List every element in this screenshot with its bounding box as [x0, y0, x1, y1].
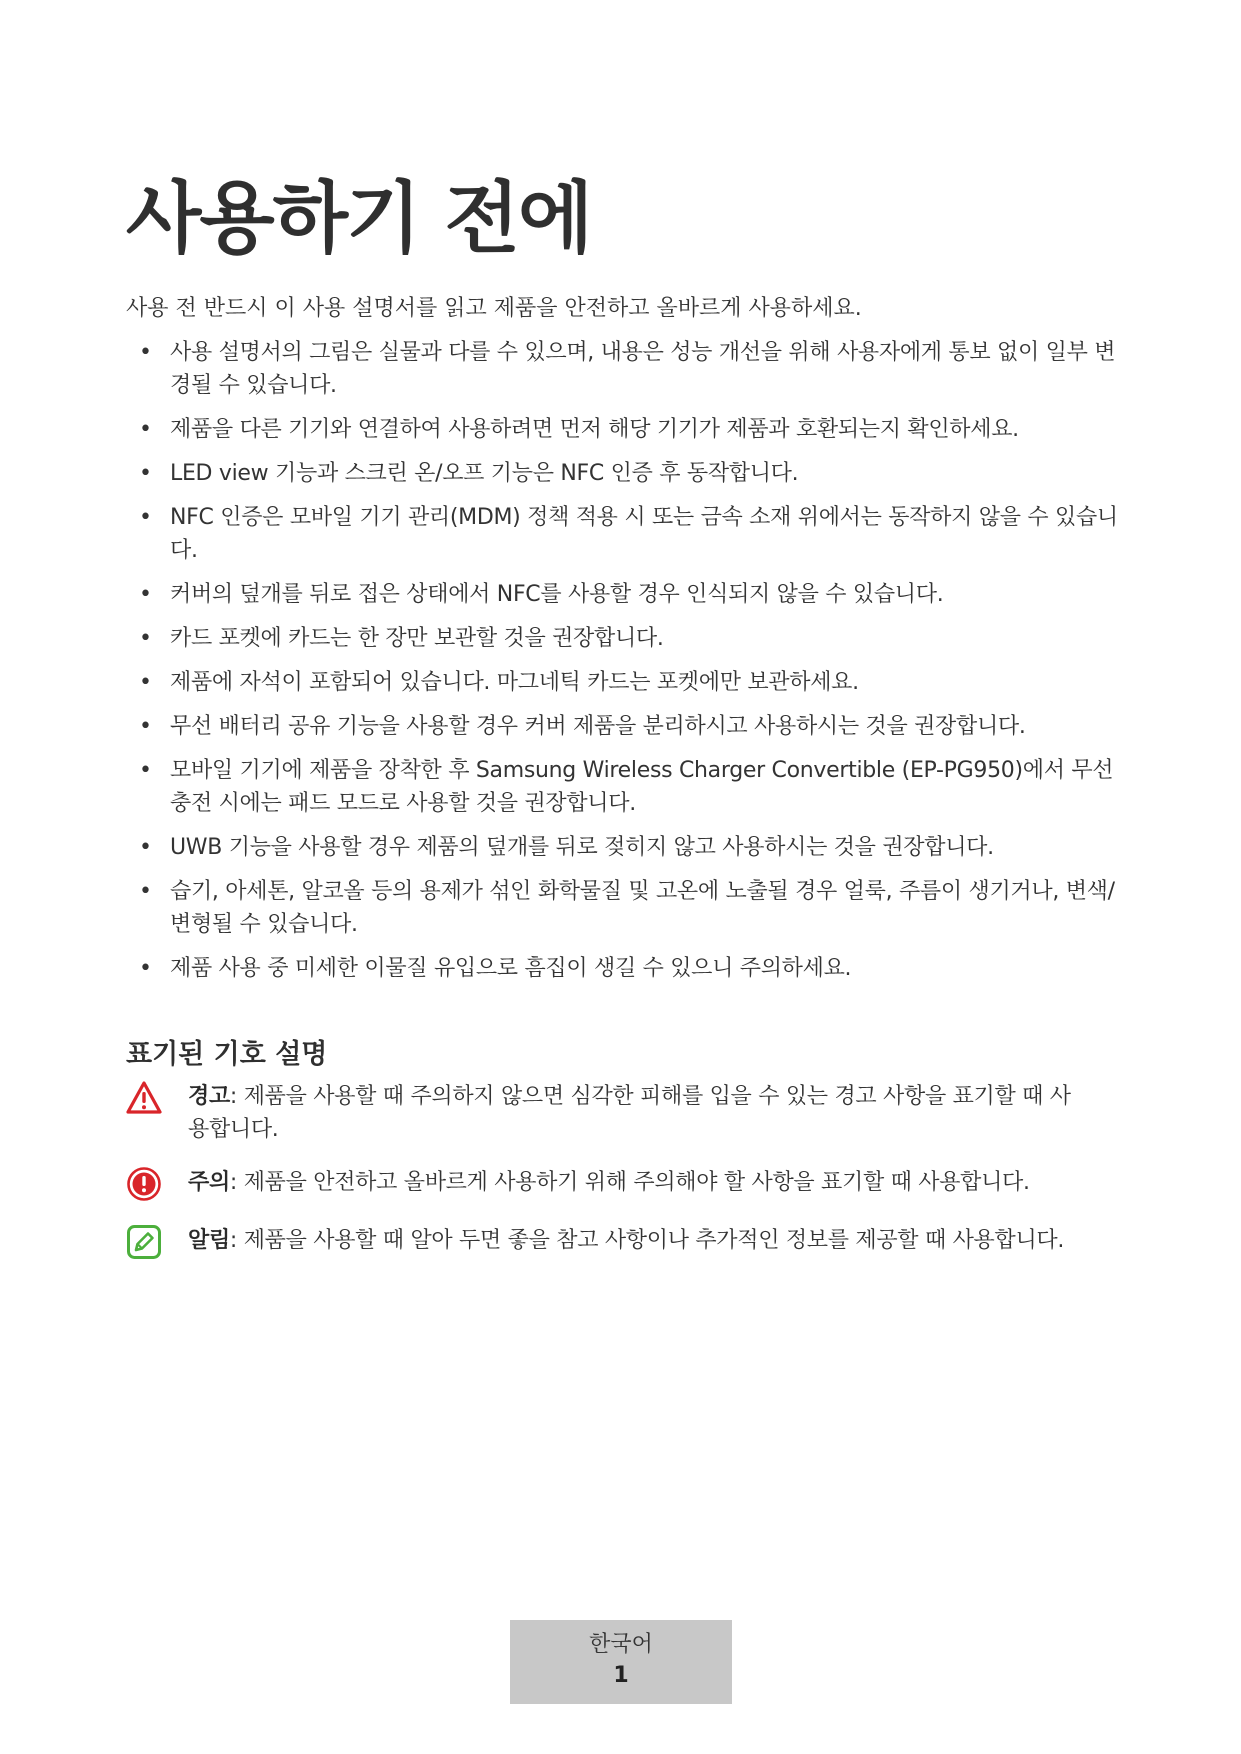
list-item — [126, 875, 1126, 941]
bullet-icon: • — [139, 758, 152, 783]
page-number: 1 — [613, 1663, 629, 1688]
warning-description: : 제품을 사용할 때 주의하지 않으면 심각한 피해를 입을 수 있는 경고 사항을 표기할 때 사용합니다. — [188, 1084, 1071, 1142]
list-item-text: 습기, 아세톤, 알코올 등의 용제가 섞인 화학물질 및 고온에 노출될 경우 얼룩, 주름이 생기거나, 변색/변형될 수 있습니다. — [170, 879, 1115, 937]
symbols-heading: 표기된 기호 설명 — [126, 1039, 328, 1070]
caution-text — [188, 1166, 1088, 1199]
warning-triangle-icon — [126, 1080, 162, 1116]
bullet-icon: • — [139, 670, 152, 695]
list-item-text: UWB 기능을 사용할 경우 제품의 덮개를 뒤로 젖히지 않고 사용하시는 것을 권장합니다. — [170, 835, 994, 860]
note-label: 알림 — [188, 1228, 230, 1253]
bullet-icon: • — [139, 835, 152, 860]
list-item-text: 커버의 덮개를 뒤로 접은 상태에서 NFC를 사용할 경우 인식되지 않을 수 있습니다. — [170, 582, 944, 607]
bullet-icon: • — [139, 714, 152, 739]
caution-description: : 제품을 안전하고 올바르게 사용하기 위해 주의해야 할 사항을 표기할 때 사용합니다. — [229, 1170, 1030, 1195]
list-item-text: 제품에 자석이 포함되어 있습니다. 마그네틱 카드는 포켓에만 보관하세요. — [170, 670, 859, 695]
list-item — [126, 666, 1126, 699]
bullet-list — [126, 336, 1126, 996]
list-item-text: 모바일 기기에 제품을 장착한 후 Samsung Wireless Charger Convertible (EP-PG950)에서 무선 충전 시에는 패드 모드로 사용할 것을 권장합니다. — [170, 758, 1114, 816]
list-item — [126, 952, 1126, 985]
bullet-icon: • — [139, 461, 152, 486]
list-item-text: 카드 포켓에 카드는 한 장만 보관할 것을 권장합니다. — [170, 626, 664, 651]
bullet-icon: • — [139, 626, 152, 651]
list-item — [126, 457, 1126, 490]
caution-label: 주의 — [188, 1170, 230, 1195]
list-item-text: NFC 인증은 모바일 기기 관리(MDM) 정책 적용 시 또는 금속 소재 위에서는 동작하지 않을 수 있습니다. — [170, 505, 1118, 563]
bullet-icon: • — [139, 582, 152, 607]
warning-text — [188, 1080, 1088, 1146]
bullet-icon: • — [139, 879, 152, 904]
warning-label: 경고 — [188, 1084, 230, 1109]
bullet-icon: • — [139, 956, 152, 981]
note-description: : 제품을 사용할 때 알아 두면 좋을 참고 사항이나 추가적인 정보를 제공할 때 사용합니다. — [229, 1228, 1065, 1253]
list-item-text: LED view 기능과 스크린 온/오프 기능은 NFC 인증 후 동작합니다. — [170, 461, 799, 486]
list-item-text: 사용 설명서의 그림은 실물과 다를 수 있으며, 내용은 성능 개선을 위해 사용자에게 통보 없이 일부 변경될 수 있습니다. — [170, 340, 1116, 398]
list-item — [126, 501, 1126, 567]
list-item — [126, 336, 1126, 402]
list-item — [126, 413, 1126, 446]
list-item — [126, 710, 1126, 743]
footer-language: 한국어 — [589, 1632, 653, 1657]
list-item — [126, 754, 1126, 820]
list-item — [126, 831, 1126, 864]
list-item — [126, 622, 1126, 655]
list-item-text: 제품을 다른 기기와 연결하여 사용하려면 먼저 해당 기기가 제품과 호환되는지 확인하세요. — [170, 417, 1019, 442]
list-item-text: 제품 사용 중 미세한 이물질 유입으로 흠집이 생길 수 있으니 주의하세요. — [170, 956, 852, 981]
bullet-icon: • — [139, 505, 152, 530]
intro-text: 사용 전 반드시 이 사용 설명서를 읽고 제품을 안전하고 올바르게 사용하세요. — [126, 296, 862, 321]
note-text — [188, 1224, 1088, 1257]
bullet-icon: • — [139, 340, 152, 365]
note-pencil-icon — [126, 1224, 162, 1260]
bullet-icon: • — [139, 417, 152, 442]
list-item-text: 무선 배터리 공유 기능을 사용할 경우 커버 제품을 분리하시고 사용하시는 것을 권장합니다. — [170, 714, 1026, 739]
caution-circle-icon — [126, 1166, 162, 1202]
page-footer — [510, 1620, 732, 1704]
list-item — [126, 578, 1126, 611]
page-title: 사용하기 전에 — [126, 174, 592, 264]
